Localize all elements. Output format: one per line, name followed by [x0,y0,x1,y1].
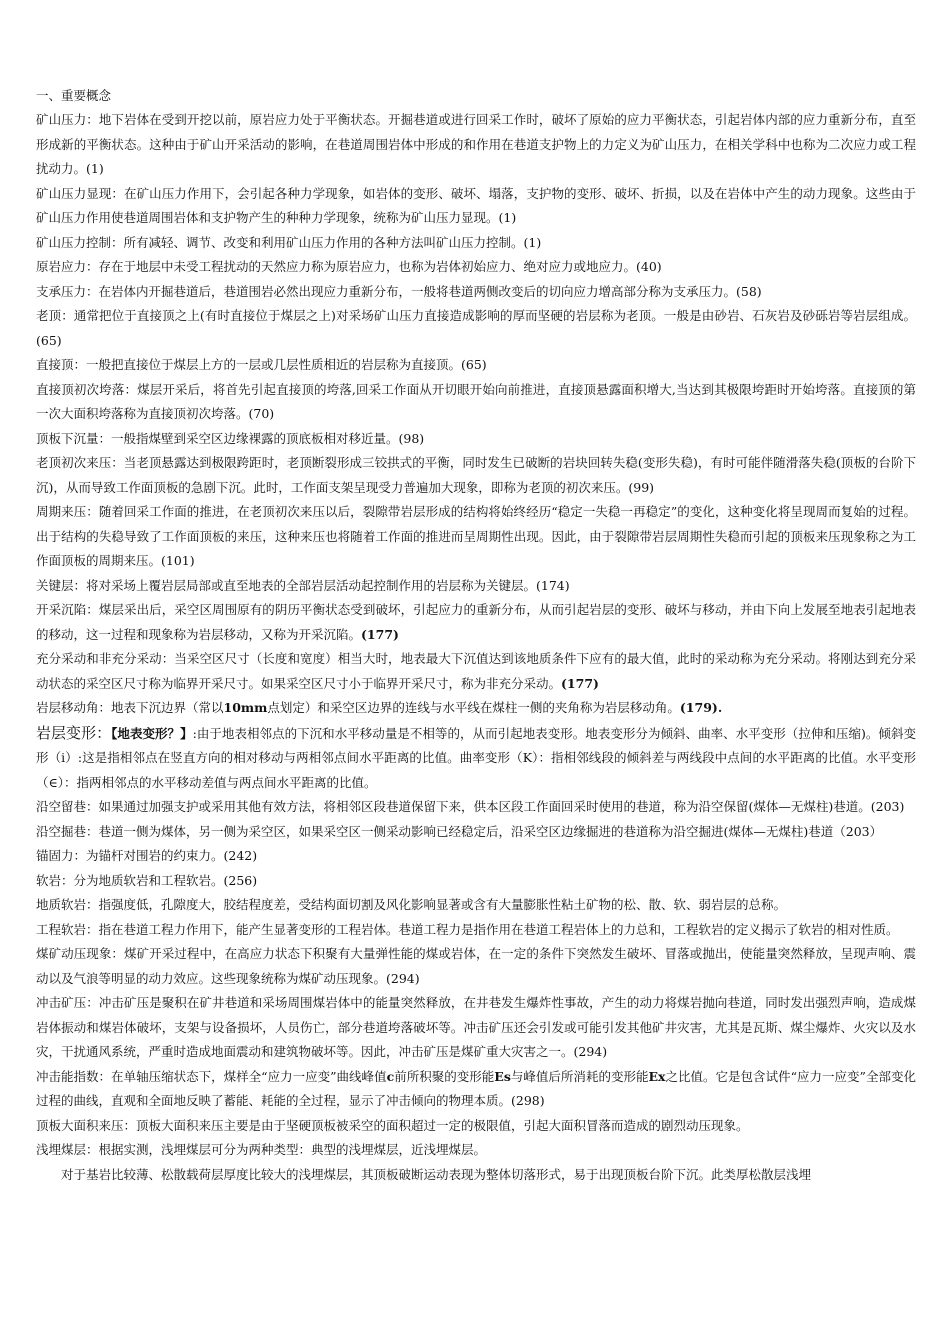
entry-key-stratum: 关键层：将对采场上覆岩层局部或直至地表的全部岩层活动起控制作用的岩层称为关键层。(174) [36,577,570,593]
entry-text-cont: :由于地表相邻点的下沉和水平移动量是不相等的，从而引起地表变形。地表变形分为倾斜、曲率、水平变形（拉伸和压缩)。倾斜变形（i）:这是指相邻点在竖直方向的相对移动与两相邻点间水平距离的比值。曲率变形（K）：指相邻线段的倾斜差与两线段中点间的水平距离的比值。水平变形（∈）：指两相邻点的水平移动差值与两点间水平距离的比值。 [36,725,916,790]
entry-text-cont: 点划定）和采空区边界的连线与水平线在煤柱一侧的夹角称为岩层移动角。 [267,700,680,715]
entry-shallow-seam-detail: 对于基岩比较薄、松散载荷层厚度比较大的浅埋煤层，其顶板破断运动表现为整体切落形式，易于出现顶板台阶下沉。此类厚松散层浅埋 [61,1166,812,1182]
bracket-note: 【地表变形？】 [111,725,193,741]
entry-impact-energy-index [36,1065,916,1114]
entry-text-cont: 与峰值后所消耗的变形能 [510,1068,649,1084]
entry-strata-movement-angle [36,696,916,721]
page-reference: (177) [361,626,399,642]
entry-mining-subsidence [36,598,916,647]
symbol-c: c [386,1068,395,1084]
entry-dynamic-pressure: 煤矿动压现象：煤矿开采过程中，在高应力状态下积聚有大量弹性能的煤或岩体，在一定的条件下突然发生破坏、冒落或抛出，使能量突然释放，呈现声响、震动以及气浪等明显的动力效应。这些现象统称为煤矿动压现象。(294) [36,946,916,986]
symbol-es: Es [494,1068,511,1084]
entry-main-roof: 老顶：通常把位于直接顶之上(有时直接位于煤层之上)对采场矿山压力直接造成影响的厚而坚硬的岩层称为老顶。一般是由砂岩、石灰岩及砂砾岩等岩层组成。(65) [36,308,916,348]
entry-text: 充分采动和非充分采动：当采空区尺寸（长度和宽度）相当大时，地表最大下沉值达到该地质条件下应有的最大值，此时的采动称为充分采动。将刚达到充分采动状态的采空区尺寸称为临界开采尺寸。如果采空区尺寸小于临界开采尺寸，称为非充分采动。 [36,651,916,691]
entry-text-cont: 之比值。它是包含试件“应力一应变”全部变化过程的曲线，直观和全面地反映了蓄能、耗能的全过程，显示了冲击倾向的物理本质。(298) [36,1068,916,1108]
page-reference: (177) [561,675,599,691]
entry-text-cont: 前所积聚的变形能 [394,1068,495,1084]
entry-rock-burst: 冲击矿压：冲击矿压是聚积在矿井巷道和采场周围煤岩体中的能量突然释放，在井巷发生爆炸性事故，产生的动力将煤岩抛向巷道，同时发出强烈声响，造成煤岩体振动和煤岩体破坏，支架与设备损坏，人员伤亡，部分巷道垮落破坏等。冲击矿压还会引发或可能引发其他矿井灾害，尤其是瓦斯、煤尘爆炸、火灾以及水灾，干扰通风系统，严重时造成地面震动和建筑物破坏等。因此，冲击矿压是煤矿重大灾害之一。(294) [36,995,916,1059]
entry-first-weighting: 老顶初次来压：当老顶悬露达到极限跨距时，老顶断裂形成三铰拱式的平衡，同时发生已破断的岩块回转失稳(变形失稳)，有时可能伴随滑落失稳(顶板的台阶下沉)，从而导致工作面顶板的急剧下沉。此时，工作面支架呈现受力普遍加大现象，即称为老顶的初次来压。(99) [36,455,916,495]
section-heading: 一、重要概念 [36,88,112,103]
page-reference: (179) [679,700,718,715]
entry-pressure-control: 矿山压力控制：所有减轻、调节、改变和利用矿山压力作用的各种方法叫矿山压力控制。(1) [36,234,542,250]
entry-first-caving: 直接顶初次垮落：煤层开采后，将首先引起直接顶的垮落,回采工作面从开切眼开始向前推进，直接顶悬露面积增大,当达到其极限垮距时开始垮落。直接顶的第一次大面积垮落称为直接顶初次垮落。(70) [36,381,916,421]
entry-in-situ-stress: 原岩应力：存在于地层中未受工程扰动的天然应力称为原岩应力，也称为岩体初始应力、绝对应力或地应力。(40) [36,259,662,274]
entry-anchoring-force: 锚固力：为锚杆对围岩的约束力。(242) [36,848,258,863]
entry-strata-deformation [36,721,916,796]
entry-mine-pressure: 矿山压力：地下岩体在受到开挖以前，原岩应力处于平衡状态。开掘巷道或进行回采工作时，破坏了原始的应力平衡状态，引起岩体内部的应力重新分布，直至形成新的平衡状态。这种由于矿山开采活动的影响，在巷道周围岩体中形成的和作用在巷道支护物上的力定义为矿山压力，在相关学科中也称为二次应力或工程扰动力。(1) [36,112,916,176]
entry-tail: . [717,700,723,715]
entry-gob-side-driven: 沿空掘巷：巷道一侧为煤体，另一侧为采空区，如果采空区一侧采动影响已经稳定后，沿采空区边缘掘进的巷道称为沿空掘进(煤体—无煤柱)巷道（203） [36,823,883,839]
entry-gob-side-retained: 沿空留巷：如果通过加强支护或采用其他有效方法，将相邻区段巷道保留下来，供本区段工作面回采时使用的巷道，称为沿空保留(煤体—无煤柱)巷道。(203) [36,799,905,814]
bold-value: 10mm [223,700,268,715]
symbol-ex: Ex [648,1068,666,1084]
entry-text: 岩层移动角：地表下沉边界（常以 [36,700,224,715]
entry-immediate-roof: 直接顶：一般把直接位于煤层上方的一层或几层性质相近的岩层称为直接顶。(65) [36,357,487,372]
entry-pressure-manifestation: 矿山压力显现：在矿山压力作用下，会引起各种力学现象，如岩体的变形、破坏、塌落，支护物的变形、破坏、折损，以及在岩体中产生的动力现象。这些由于矿山压力作用使巷道周围岩体和支护物产生的种种力学现象，统称为矿山压力显现。(1) [36,185,916,225]
entry-soft-rock: 软岩：分为地质软岩和工程软岩。(256) [36,872,258,888]
entry-large-area-weighting: 顶板大面积来压：顶板大面积来压主要是由于坚硬顶板被采空的面积超过一定的极限值，引起大面积冒落而造成的剧烈动压现象。 [36,1117,749,1133]
entry-full-extraction [36,647,916,696]
entry-shallow-seam: 浅埋煤层：根据实测，浅埋煤层可分为两种类型：典型的浅埋煤层，近浅埋煤层。 [36,1142,487,1157]
entry-text: 冲击能指数：在单轴压缩状态下，煤样全“应力一应变”曲线峰值 [36,1068,387,1084]
entry-abutment-pressure: 支承压力：在岩体内开掘巷道后，巷道围岩必然出现应力重新分布，一般将巷道两侧改变后的切向应力增高部分称为支承压力。(58) [36,283,762,299]
term-large: 岩层变形： [36,723,112,742]
entry-text: 开采沉陷：煤层采出后，采空区周围原有的阴历平衡状态受到破坏，引起应力的重新分布，从而引起岩层的变形、破坏与移动，并由下向上发展至地表引起地表的移动，这一过程和现象称为岩层移动，又称为开采沉陷。 [36,602,916,642]
entry-roof-subsidence: 顶板下沉量：一般指煤壁到采空区边缘裸露的顶底板相对移近量。(98) [36,430,425,446]
entry-engineering-soft-rock: 工程软岩：指在巷道工程力作用下，能产生显著变形的工程岩体。巷道工程力是指作用在巷道工程岩体上的力总和，工程软岩的定义揭示了软岩的相对性质。 [36,921,899,937]
entry-periodic-weighting: 周期来压：随着回采工作面的推进，在老顶初次来压以后，裂隙带岩层形成的结构将始终经历“稳定一失稳一再稳定”的变化，这种变化将呈现周而复始的过程。出于结构的失稳导致了工作面顶板的来压，这种来压也将随着工作面的推进而呈周期性出现。因此，由于裂隙带岩层周期性失稳而引起的顶板来压现象称之为工作面顶板的周期来压。(101) [36,504,916,568]
entry-geological-soft-rock: 地质软岩：指强度低，孔隙度大，胶结程度差，受结构面切割及风化影响显著或含有大量膨胀性粘土矿物的松、散、软、弱岩层的总称。 [36,897,787,912]
